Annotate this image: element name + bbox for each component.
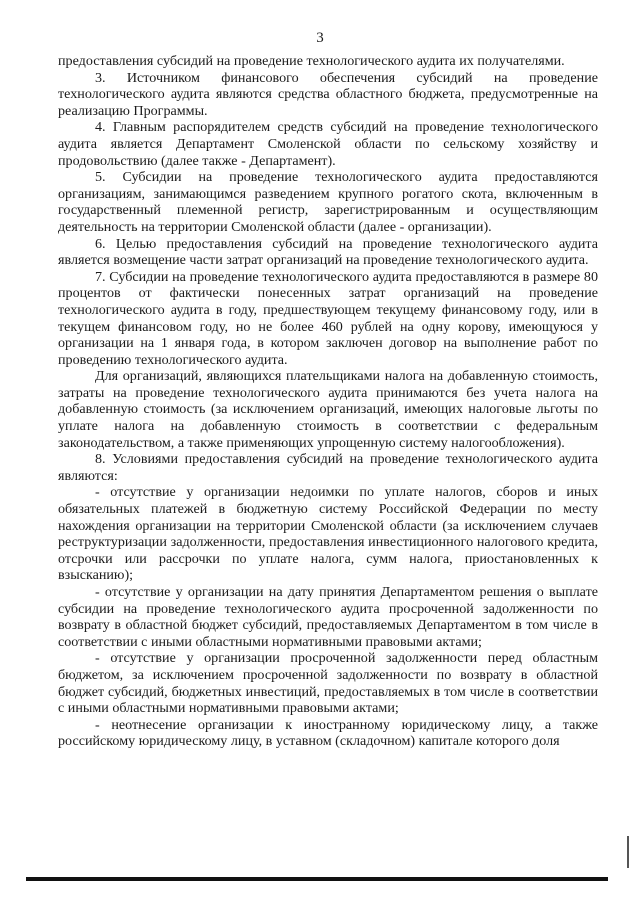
scan-bottom-rule: [26, 877, 608, 881]
condition-no-budget-debt: - отсутствие у организации просроченной задолженности перед областным бюджетом, за исключением просроченной задолженности по возврату в областной бюджет субсидий, бюджетных инвестиций, предоставляемых в том числе в соответствии с иными областными нормативными правовыми актами;: [58, 650, 598, 717]
paragraph-continuation: предоставления субсидий на проведение технологического аудита их получателями.: [58, 53, 565, 69]
paragraph-item-3-funding-source: 3. Источником финансового обеспечения субсидий на проведение технологического аудита являются средства областного бюджета, предусмотренные на реализацию Программы.: [58, 69, 598, 119]
condition-no-subsidy-debt: - отсутствие у организации на дату принятия Департаментом решения о выплате субсидии на проведение технологического аудита просроченной задолженности по возврату в областной бюджет субсидий, предоставляемых Департаментом в том числе в соответствии с иными областными нормативными правовыми актами;: [58, 584, 598, 650]
paragraph-vat-note: Для организаций, являющихся плательщиками налога на добавленную стоимость, затраты на проведение технологического аудита принимаются без учета налога на добавленную стоимость (за исключением организаций, имеющих налоговые льготы по уплате налога на добавленную стоимость в соответствии с федеральным законодательством, а также применяющих упрощенную систему налогообложения).: [58, 368, 598, 451]
paragraph-item-6-purpose: 6. Целью предоставления субсидий на проведение технологического аудита является возмещение части затрат организаций на проведение технологического аудита.: [58, 235, 598, 269]
paragraph-item-8-conditions: 8. Условиями предоставления субсидий на проведение технологического аудита являются:: [58, 451, 598, 484]
condition-no-tax-arrears: - отсутствие у организации недоимки по уплате налогов, сборов и иных обязательных платежей в бюджетную систему Российской Федерации по месту нахождения организации на территории Смоленской области (за исключением случаев реструктуризации задолженности, предоставления инвестиционного налогового кредита, отсрочки или рассрочки по уплате налога, сумм налога, приостановленных к взысканию);: [58, 484, 598, 584]
paragraph-item-5-recipients: 5. Субсидии на проведение технологического аудита предоставляются организациям, занимающимся разведением крупного рогатого скота, включенным в государственный племенной регистр, зарегистрированным и осуществляющим деятельность на территории Смоленской области (далее - организации).: [58, 169, 598, 235]
paragraph-item-7-amount: 7. Субсидии на проведение технологического аудита предоставляются в размере 80 процентов от фактически понесенных затрат организаций на проведение технологического аудита в году, предшествующем текущему финансовому году, или в текущем финансовом году, но не более 460 рублей на одну корову, имеющуюся у организации на 1 января года, в котором заключен договор на выполнение работ по проведению технологического аудита.: [58, 268, 598, 368]
condition-not-foreign-entity: - неотнесение организации к иностранному юридическому лицу, а также российскому юридическому лицу, в уставном (складочном) капитале которого доля: [58, 716, 598, 750]
document-body: [58, 53, 598, 750]
scan-margin-mark: [627, 836, 629, 868]
page-number: 3: [316, 30, 324, 46]
paragraph-item-4-chief-administrator: 4. Главным распорядителем средств субсидий на проведение технологического аудита является Департамент Смоленской области по сельскому хозяйству и продовольствию (далее также - Департамент).: [58, 119, 598, 169]
